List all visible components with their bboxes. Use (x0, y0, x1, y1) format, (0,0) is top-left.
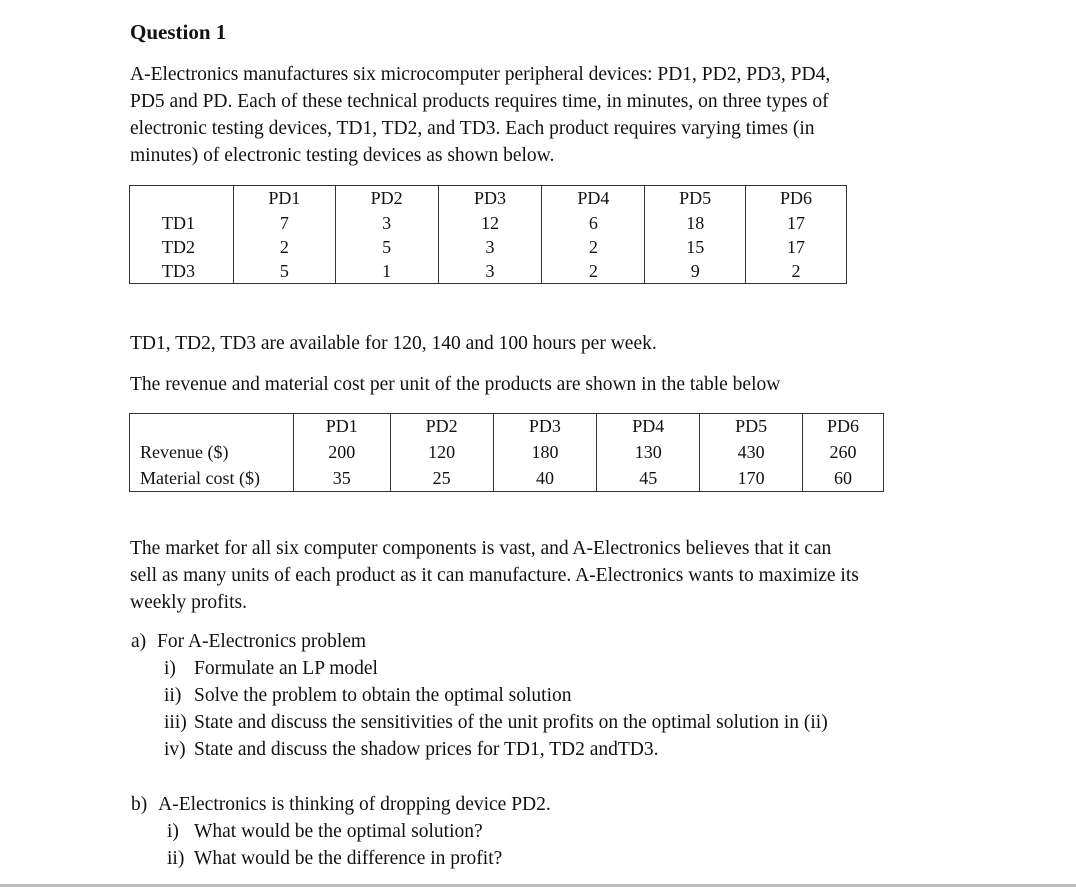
market-line: sell as many units of each product as it can manufacture. A-Electronics wants to maximize its (130, 565, 859, 586)
header-cell: PD6 (746, 186, 847, 212)
table-cell: 18 (645, 211, 746, 235)
table-cell: 2 (746, 259, 847, 284)
item-text: What would be the difference in profit? (194, 848, 503, 869)
list-item (131, 736, 828, 763)
part-a-heading (131, 628, 828, 655)
header-cell (130, 414, 294, 440)
header-cell: PD2 (390, 414, 493, 440)
header-cell: PD5 (645, 186, 746, 212)
header-cell: PD1 (293, 414, 390, 440)
list-item (131, 818, 551, 845)
header-cell: PD5 (700, 414, 803, 440)
revenue-intro (130, 371, 950, 398)
intro-line: A-Electronics manufactures six microcomputer peripheral devices: PD1, PD2, PD3, PD4, (130, 64, 831, 85)
table-cell: 3 (438, 235, 542, 259)
header-cell: PD4 (597, 414, 700, 440)
table-cell: 60 (803, 465, 884, 492)
table-cell: 12 (438, 211, 542, 235)
table-cell: 170 (700, 465, 803, 492)
table-cell: 6 (542, 211, 645, 235)
part-a (131, 628, 828, 763)
row-label: TD2 (130, 235, 234, 259)
item-marker: iii) (164, 712, 187, 733)
table-cell: 25 (390, 465, 493, 492)
market-line: weekly profits. (130, 592, 247, 613)
header-cell (130, 186, 234, 212)
table-cell: 40 (493, 465, 597, 492)
header-cell: PD3 (493, 414, 597, 440)
question-title: Question 1 (130, 20, 227, 44)
list-item (131, 845, 551, 872)
header-cell: PD3 (438, 186, 542, 212)
table-cell: 17 (746, 211, 847, 235)
list-item (131, 655, 828, 682)
table-cell: 35 (293, 465, 390, 492)
market-paragraph (130, 535, 950, 616)
intro-paragraph (130, 61, 950, 169)
table-cell: 1 (335, 259, 438, 284)
part-b-text: A-Electronics is thinking of dropping device PD2. (158, 794, 551, 815)
table-cell: 3 (335, 211, 438, 235)
availability-line: TD1, TD2, TD3 are available for 120, 140 and 100 hours per week. (130, 333, 657, 354)
table-cell: 17 (746, 235, 847, 259)
table-row (130, 211, 847, 235)
header-cell: PD1 (233, 186, 335, 212)
table-header-row (130, 186, 847, 212)
item-marker: ii) (164, 685, 182, 706)
table-cell: 2 (542, 259, 645, 284)
list-item (131, 682, 828, 709)
part-b-marker: b) (131, 794, 148, 815)
item-text: State and discuss the shadow prices for TD1, TD2 andTD3. (194, 739, 659, 760)
table-header-row (130, 414, 884, 440)
part-a-marker: a) (131, 631, 147, 652)
intro-line: PD5 and PD. Each of these technical products requires time, in minutes, on three types of (130, 91, 829, 112)
item-text: State and discuss the sensitivities of the unit profits on the optimal solution in (ii) (194, 712, 828, 733)
intro-line: electronic testing devices, TD1, TD2, and TD3. Each product requires varying times (in (130, 118, 815, 139)
row-label: Material cost ($) (130, 465, 294, 492)
table-cell: 9 (645, 259, 746, 284)
table-cell: 2 (542, 235, 645, 259)
table-cell: 5 (335, 235, 438, 259)
item-text: Solve the problem to obtain the optimal solution (194, 685, 572, 706)
item-text: Formulate an LP model (194, 658, 378, 679)
item-marker: ii) (167, 848, 185, 869)
header-cell: PD2 (335, 186, 438, 212)
market-line: The market for all six computer components is vast, and A-Electronics believes that it can (130, 538, 832, 559)
item-marker: iv) (164, 739, 186, 760)
intro-line: minutes) of electronic testing devices as shown below. (130, 145, 555, 166)
row-label: Revenue ($) (130, 439, 294, 465)
header-cell: PD6 (803, 414, 884, 440)
table-cell: 2 (233, 235, 335, 259)
table-cell: 430 (700, 439, 803, 465)
table-row (130, 465, 884, 492)
part-b-heading (131, 791, 551, 818)
table-row (130, 235, 847, 259)
row-label: TD3 (130, 259, 234, 284)
table-cell: 3 (438, 259, 542, 284)
table-cell: 7 (233, 211, 335, 235)
table-row (130, 439, 884, 465)
table-cell: 180 (493, 439, 597, 465)
availability-text (130, 330, 950, 357)
revenue-cost-table (129, 413, 884, 492)
item-marker: i) (167, 821, 179, 842)
item-marker: i) (164, 658, 176, 679)
part-a-text: For A-Electronics problem (157, 631, 367, 652)
part-b (131, 791, 551, 872)
item-text: What would be the optimal solution? (194, 821, 483, 842)
table-cell: 5 (233, 259, 335, 284)
table-cell: 120 (390, 439, 493, 465)
header-cell: PD4 (542, 186, 645, 212)
testing-times-table (129, 185, 847, 284)
table-row (130, 259, 847, 284)
table-cell: 260 (803, 439, 884, 465)
table-cell: 130 (597, 439, 700, 465)
list-item (131, 709, 828, 736)
row-label: TD1 (130, 211, 234, 235)
table-cell: 45 (597, 465, 700, 492)
revenue-intro-line: The revenue and material cost per unit of the products are shown in the table below (130, 374, 781, 395)
table-cell: 15 (645, 235, 746, 259)
table-cell: 200 (293, 439, 390, 465)
